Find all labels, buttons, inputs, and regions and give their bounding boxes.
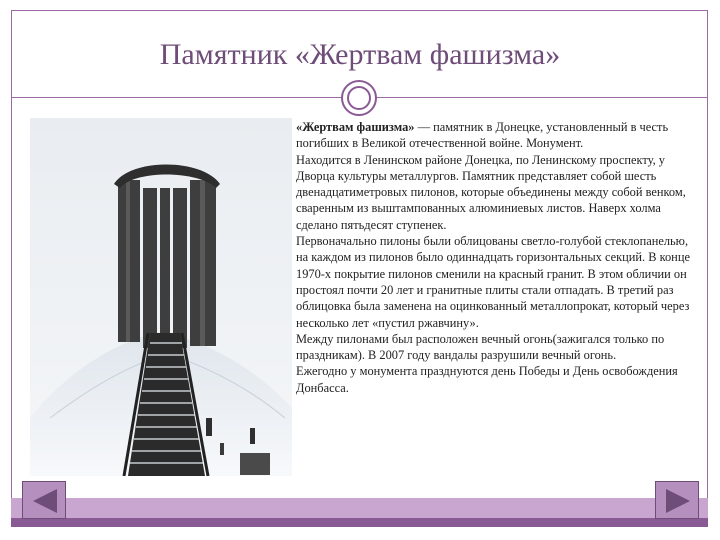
paragraph-location: Находится в Ленинском районе Донецка, по Ленинскому проспекту, у Дворца культуры металлургов. Памятник представляет собой шесть двенадцатиметровых пилонов, которые объединены между собой венком, сваренным из выштампованных алюминиевых листов. Наверх холма сделано пятьдесят ступенек. (296, 152, 686, 232)
monument-image (30, 118, 292, 476)
triangle-left-icon (23, 482, 67, 520)
monument-photo (30, 118, 292, 476)
next-slide-button[interactable] (655, 481, 699, 519)
footer-band (11, 498, 708, 518)
triangle-right-icon (656, 482, 700, 520)
paragraph-history: Первоначально пилоны были облицованы светло-голубой стеклопанелью, на каждом из пилонов было одиннадцать горизонтальных секций. В конце 1970-х покрытие пилонов сменили на красный гранит. В этом обличии он простоял почти 20 лет и гранитные плиты стали отпадать. В третий раз облицовка была заменена на оцинкованный металлопрокат, который через несколько лет «пустил ржавчину». (296, 234, 690, 330)
paragraph-intro (296, 119, 692, 152)
paragraph-eternal-flame: Между пилонами был расположен вечный огонь(зажигался только по праздникам). В 2007 году вандалы разрушили вечный огонь. (296, 331, 665, 363)
ornament-ring-icon (341, 80, 377, 116)
footer-band-dark (11, 518, 708, 527)
slide-title: Памятник «Жертвам фашизма» (159, 38, 561, 71)
paragraph-celebrations: Ежегодно у монумента празднуются день Победы и День освобождения Донбасса. (296, 364, 678, 395)
slide-body-text (296, 119, 692, 396)
previous-slide-button[interactable] (22, 481, 66, 519)
monument-name: «Жертвам фашизма» (296, 120, 415, 134)
paragraph-intro-text: — памятник в Донецке, установленный в честь погибших в Великой отечественной войне. Монумент. (296, 120, 669, 151)
